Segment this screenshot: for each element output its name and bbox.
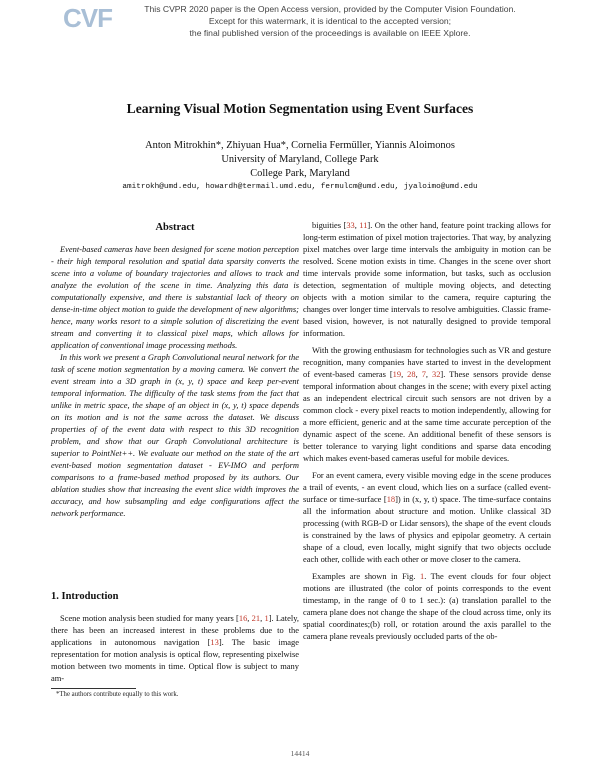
introduction-heading: 1. Introduction bbox=[51, 591, 119, 602]
body-text: , bbox=[354, 220, 360, 230]
right-paragraph-4 bbox=[303, 570, 551, 642]
watermark-line-1: This CVPR 2020 paper is the Open Access version, provided by the Computer Vision Foundation. bbox=[144, 4, 516, 14]
abstract-section bbox=[51, 222, 299, 519]
body-text: With the growing enthusiasm for technologies such as VR and gesture recognition, many companies have started to invest in the development of event-based cameras [ bbox=[303, 345, 551, 379]
citation-link[interactable]: 32 bbox=[431, 369, 441, 379]
citation-link[interactable]: 13 bbox=[210, 637, 219, 647]
intro-text: , bbox=[260, 613, 265, 623]
paper-title: Learning Visual Motion Segmentation using Event Surfaces bbox=[126, 101, 474, 116]
body-text: , bbox=[401, 369, 408, 379]
right-paragraph-3 bbox=[303, 469, 551, 565]
citation-link[interactable]: 21 bbox=[251, 613, 261, 623]
right-column bbox=[303, 219, 551, 647]
footnote-divider bbox=[51, 688, 136, 689]
citation-link[interactable]: 16 bbox=[238, 613, 248, 623]
body-text: ]) in (x, y, t) space. The time-surface contains all the information about structure and motion. Unlike classical 3D processing (with RGB-D or Lidar sensors), the shape of the event clouds is constrained by the laws of physics and epipolar geometry. A certain shape of a cloud, even locally, might signify that two objects occlude each other, collide with each other or move closer to the camera. bbox=[303, 494, 551, 564]
introduction-paragraph-1 bbox=[51, 612, 299, 684]
abstract-heading: Abstract bbox=[155, 222, 195, 233]
author-emails: amitrokh@umd.edu, howardh@termail.umd.edu, fermulcm@umd.edu, jyaloimo@umd.edu bbox=[122, 183, 478, 191]
body-text: . The event clouds for four object motions are illustrated (the color of points corresponds to the event timestamp, in the range of 0 to 1 sec.): (a) translation parallel to the camera plane does not change the shape of the cloud across time, only its spatial coordinates;(b) roll, or rotation around the axis parallel to the camera plane reveals previously occluded parts of the ob- bbox=[303, 571, 551, 641]
body-text: , bbox=[415, 369, 422, 379]
intro-text: ]. The basic image representation for motion analysis is optical flow, representing pixelwise motion between two moments in time. Optical flow is subject to many am- bbox=[51, 637, 299, 683]
affiliation: University of Maryland, College Park bbox=[221, 154, 379, 165]
open-access-watermark bbox=[120, 3, 540, 39]
location: College Park, Maryland bbox=[250, 168, 350, 179]
introduction-section bbox=[51, 612, 299, 684]
intro-text: ]. Lately, there has been an increased interest in these problems due to the applications in autonomous navigation [ bbox=[51, 613, 299, 647]
watermark-line-2: Except for this watermark, it is identical to the accepted version; bbox=[208, 16, 452, 26]
intro-text: , bbox=[247, 613, 252, 623]
figure-link[interactable]: 1 bbox=[419, 571, 425, 581]
body-text: ]. These sensors provide dense temporal information about changes in the scene; with every pixel acting as an independent electrical circuit such sensors are not driven by a common clock - every pixel reacts to motion independently, allowing for a more efficient, generic and at the same time accurate perception of the dynamic aspect of the scene. An additional benefit of these sensors is better tolerance to varying light conditions and sparse data encoding which makes event-based cameras useful for mobile devices. bbox=[303, 369, 552, 463]
right-paragraph-1 bbox=[303, 219, 551, 339]
citation-link[interactable]: 11 bbox=[359, 220, 368, 230]
footnote: *The authors contribute equally to this work. bbox=[56, 691, 179, 698]
body-text: For an event camera, every visible moving edge in the scene produces a trail of events, - an event cloud, which lies on a surface (called event-surface or time-surface [ bbox=[303, 470, 551, 504]
body-text: Examples are shown in Fig. bbox=[312, 571, 420, 581]
citation-link[interactable]: 7 bbox=[421, 369, 426, 379]
intro-text: Scene motion analysis been studied for many years [ bbox=[60, 613, 239, 623]
author-block bbox=[0, 139, 600, 181]
citation-link[interactable]: 18 bbox=[386, 494, 396, 504]
citation-link[interactable]: 28 bbox=[407, 369, 416, 379]
body-text: ]. On the other hand, feature point tracking allows for long-term estimation of pixel motion trajectories. That way, by analyzing pixel matches over large time intervals the ambiguity in motion can be resolved. Scene motion exists in time. Changes in the scene over short time intervals provide some information, but tasks, such as occlusion detection, segmentation of multiple moving objects, and detecting objects with a motion similar to the camera, require capturing the changes over longer time intervals to resolve ambiguities. Classic frame-based vision, however, is not naturally designed to provide temporal information. bbox=[303, 220, 551, 338]
body-text: , bbox=[425, 369, 432, 379]
citation-link[interactable]: 19 bbox=[392, 369, 402, 379]
page-number: 14414 bbox=[290, 749, 310, 758]
watermark-line-3: the final published version of the proceedings is available on IEEE Xplore. bbox=[189, 28, 471, 38]
body-text: biguities [ bbox=[312, 220, 347, 230]
abstract-paragraph-2: In this work we present a Graph Convolutional neural network for the task of scene motion segmentation by a moving camera. We convert the event stream into a 3D graph in (x, y, t) space and keep per-event temporal information. The difficulty of the task stems from the fact that unlike in metric space, the shape of an object in (x, y, t) space depends on its motion and is not the same across the dataset. We discuss properties of of the event data with respect to this 3D recognition problem, and show that our Graph Convolutional architecture is superior to PointNet++. We evaluate our method on the state of the art event-based motion segmentation dataset - EV-IMO and perform comparisons to a frame-based method proposed by its authors. Our ablation studies show that increasing the event slice width improves the accuracy, and how subsampling and edge configurations affect the network performance. bbox=[51, 352, 299, 518]
citation-link[interactable]: 1 bbox=[264, 613, 269, 623]
abstract-paragraph-1: Event-based cameras have been designed for scene motion perception - their high temporal resolution and spatial data sparsity converts the scene into a volume of boundary trajectories and allows to track and analyze the evolution of the scene in time. Analyzing this data is computationally expensive, and there is substantial lack of theory on dense-in-time object motion to guide the development of new algorithms; hence, many works resort to a simple solution of discretizing the event stream and converting it to classical pixel maps, which allows for application of conventional image processing methods. bbox=[51, 244, 299, 350]
author-names: Anton Mitrokhin*, Zhiyuan Hua*, Cornelia Fermüller, Yiannis Aloimonos bbox=[145, 140, 455, 151]
cvf-logo: CVF bbox=[63, 3, 112, 33]
right-paragraph-2 bbox=[303, 344, 551, 464]
citation-link[interactable]: 33 bbox=[346, 220, 355, 230]
